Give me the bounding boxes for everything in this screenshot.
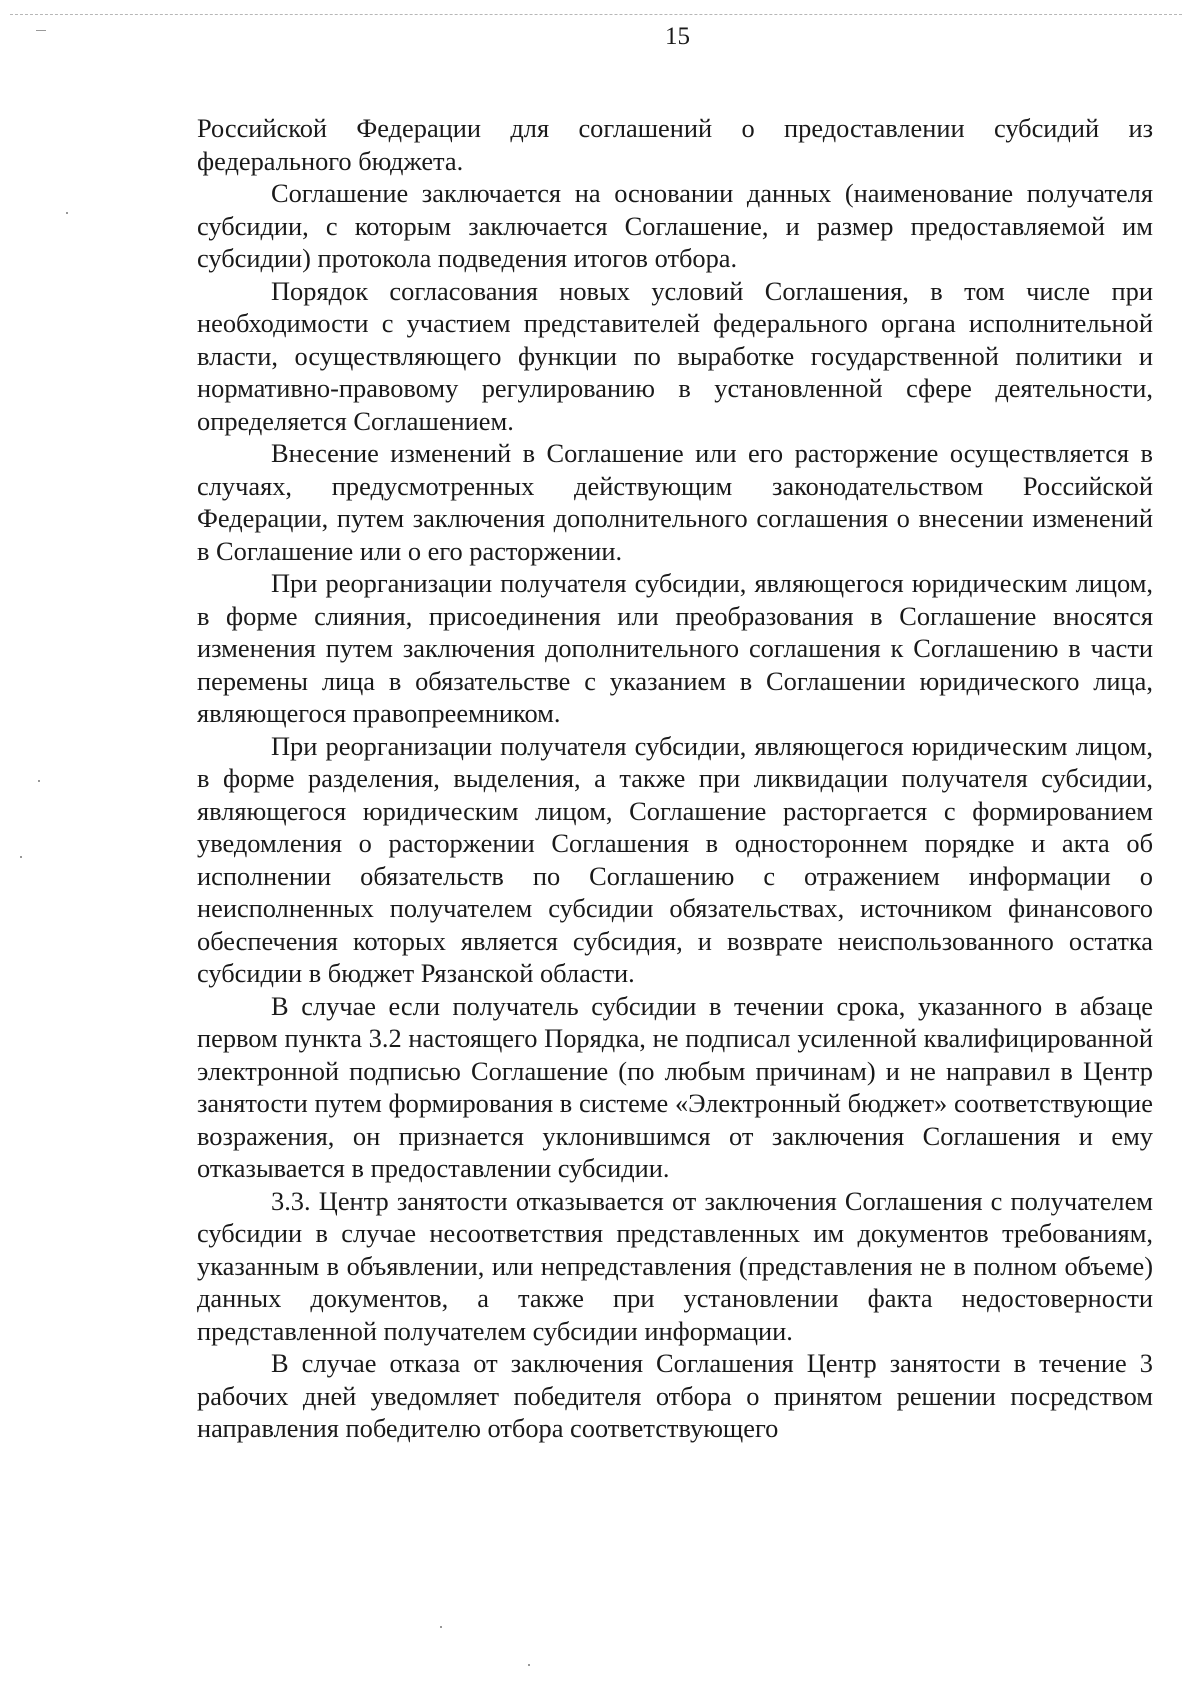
paragraph-amendments: Внесение изменений в Соглашение или его расторжение осуществляется в случаях, предусмотренных действующим законодательством Российской Федерации, путем заключения дополнительного соглашения о внесении изменений в Соглашение или о его расторжении.	[197, 438, 1153, 566]
paragraph-reorganization-division: При реорганизации получателя субсидии, являющегося юридическим лицом, в форме разделения, выделения, а также при ликвидации получателя субсидии, являющегося юридическим лицом, Соглашение расторгается с формированием уведомления о расторжении Соглашения в одностороннем порядке и акта об исполнении обязательств по Соглашению с отражением информации о неисполненных получателем субсидии обязательствах, источником финансового обеспечения которых является субсидия, и возврате неиспользованного остатка субсидии в бюджет Рязанской области.	[197, 730, 1153, 988]
paragraph-continuation: Российской Федерации для соглашений о предоставлении субсидий из федерального бюджета.	[197, 113, 1153, 176]
scan-mark	[36, 30, 46, 31]
paragraph-reorganization-merger: При реорганизации получателя субсидии, являющегося юридическим лицом, в форме слияния, присоединения или преобразования в Соглашение вносятся изменения путем заключения дополнительного соглашения к Соглашению в части перемены лица в обязательстве с указанием в Соглашении юридического лица, являющегося правопреемником.	[197, 568, 1153, 728]
scan-speck	[528, 1664, 530, 1666]
paragraph-agreement-basis: Соглашение заключается на основании данных (наименование получателя субсидии, с которым заключается Соглашение, и размер предоставляемой им субсидии) протокола подведения итогов отбора.	[197, 178, 1153, 273]
paragraph-refusal-notice: В случае отказа от заключения Соглашения Центр занятости в течение 3 рабочих дней уведомляет победителя отбора о принятом решении посредством направления победителю отбора соответствующего	[197, 1348, 1153, 1443]
scan-speck	[20, 856, 22, 858]
paragraph-clause-3-3: 3.3. Центр занятости отказывается от заключения Соглашения с получателем субсидии в случае несоответствия представленных им документов требованиям, указанным в объявлении, или непредставления (представления не в полном объеме) данных документов, а также при установлении факта недостоверности представленной получателем субсидии информации.	[197, 1185, 1153, 1346]
scan-speck	[440, 1626, 442, 1628]
scan-speck	[38, 780, 40, 782]
scan-top-edge	[10, 14, 1182, 15]
document-body	[197, 112, 1153, 1445]
paragraph-evasion: В случае если получатель субсидии в течении срока, указанного в абзаце первом пункта 3.2 настоящего Порядка, не подписал усиленной квалифицированной электронной подписью Соглашение (по любым причинам) и не направил в Центр занятости путем формирования в системе «Электронный бюджет» соответствующие возражения, он признается уклонившимся от заключения Соглашения и ему отказывается в предоставлении субсидии.	[197, 990, 1153, 1183]
paragraph-approval-procedure: Порядок согласования новых условий Соглашения, в том числе при необходимости с участием представителей федерального органа исполнительной власти, осуществляющего функции по выработке государственной политики и нормативно-правовому регулированию в установленной сфере деятельности, определяется Соглашением.	[197, 275, 1153, 436]
scan-speck	[66, 212, 68, 214]
page-number: 15	[665, 23, 690, 50]
